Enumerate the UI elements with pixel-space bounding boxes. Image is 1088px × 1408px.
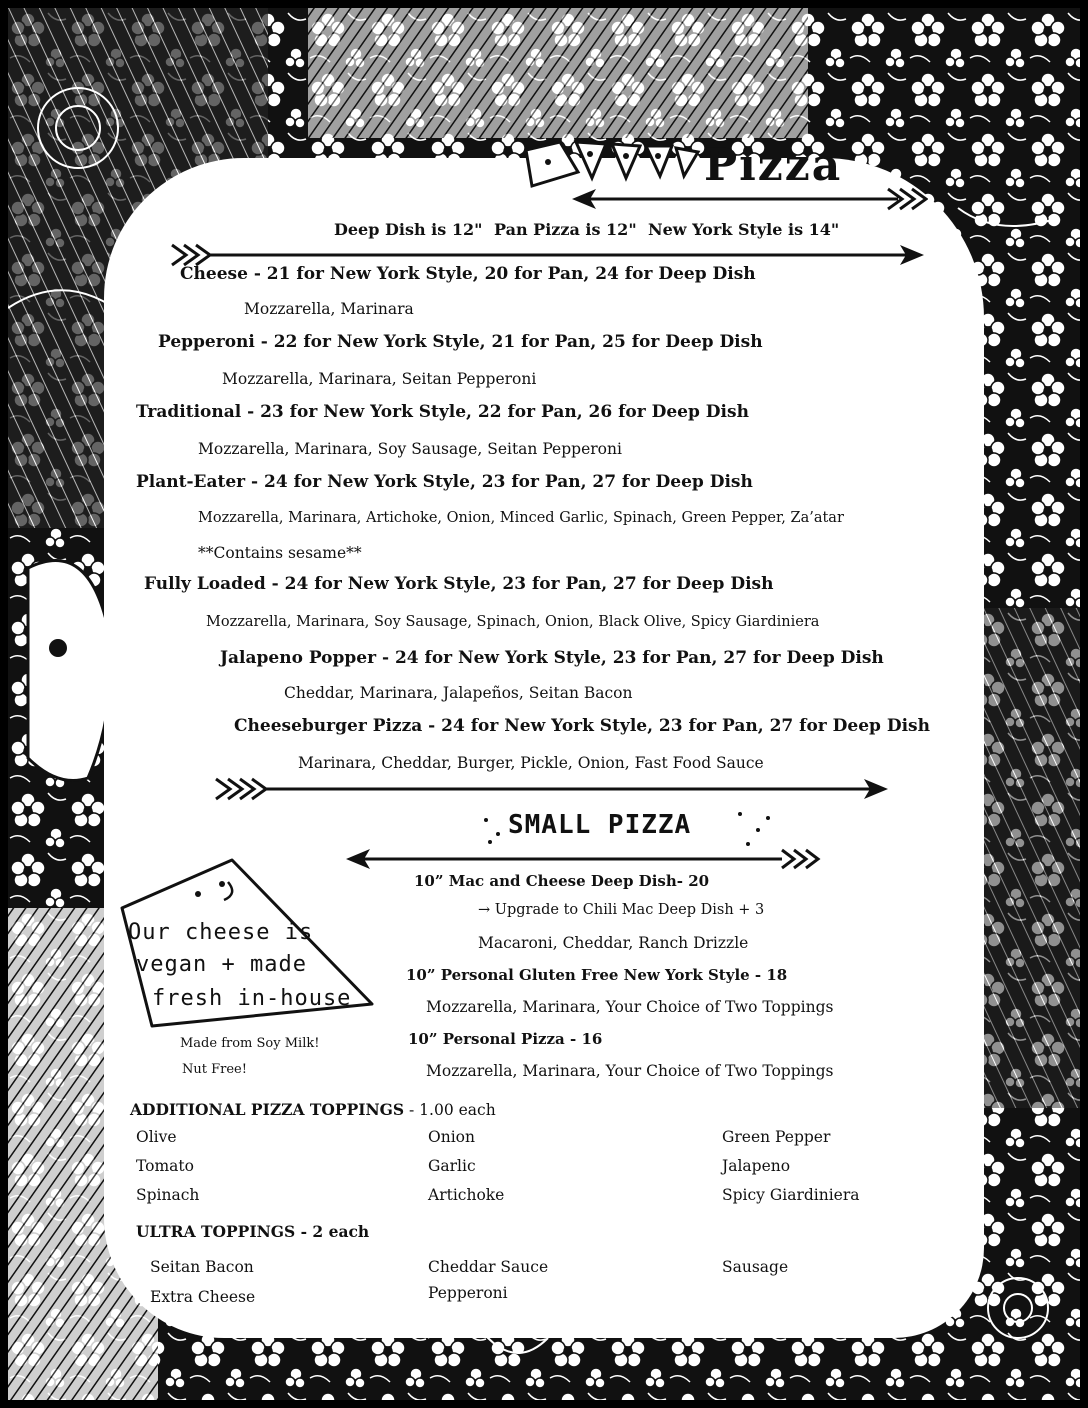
menu-item-traditional-desc: Mozzarella, Marinara, Soy Sausage, Seitan Pepperoni: [198, 440, 622, 458]
menu-item-pepperoni-title: Pepperoni - 22 for New York Style, 21 for Pan, 25 for Deep Dish: [158, 332, 763, 352]
menu-item-pepperoni-desc: Mozzarella, Marinara, Seitan Pepperoni: [222, 370, 537, 388]
menu-item-plant-eater-note: **Contains sesame**: [198, 544, 362, 562]
additional-toppings-heading-row: [130, 1100, 496, 1119]
size-pan: Pan Pizza is 12": [494, 220, 637, 239]
menu-item-cheese-desc: Mozzarella, Marinara: [244, 300, 414, 318]
topping-tomato: Tomato: [136, 1157, 194, 1175]
logo-title: Pizza: [704, 140, 843, 191]
small-item-personal-title: 10” Personal Pizza - 16: [408, 1030, 603, 1048]
ultra-sausage: Sausage: [722, 1258, 789, 1276]
small-item-mac-upgrade: → Upgrade to Chili Mac Deep Dish + 3: [478, 902, 765, 918]
cheese-wedge-icon: [112, 854, 402, 1044]
cheese-note-line-2: vegan + made: [136, 952, 307, 977]
size-new-york: New York Style is 14": [648, 220, 840, 239]
cheese-note-soy: Made from Soy Milk!: [180, 1036, 320, 1051]
topping-spicy-giardiniera: Spicy Giardiniera: [722, 1186, 860, 1204]
ultra-toppings-heading: ULTRA TOPPINGS: [136, 1222, 296, 1241]
ultra-toppings-heading-row: [136, 1222, 369, 1241]
cheese-note-line-3: fresh in-house: [152, 986, 352, 1011]
topping-artichoke: Artichoke: [428, 1186, 505, 1204]
arrow-right-icon-2: [212, 774, 892, 804]
small-item-personal-desc: Mozzarella, Marinara, Your Choice of Two Toppings: [426, 1062, 834, 1080]
topping-green-pepper: Green Pepper: [722, 1128, 831, 1146]
additional-toppings-heading: ADDITIONAL PIZZA TOPPINGS: [130, 1100, 405, 1119]
topping-jalapeno: Jalapeno: [722, 1157, 791, 1175]
ultra-toppings-price: - 2 each: [295, 1222, 370, 1241]
arrow-left-icon: [568, 184, 928, 214]
topping-onion: Onion: [428, 1128, 475, 1146]
ultra-pepperoni: Pepperoni: [428, 1284, 508, 1302]
menu-item-jalapeno-popper-title: Jalapeno Popper - 24 for New York Style, 23 for Pan, 27 for Deep Dish: [220, 648, 884, 668]
small-item-mac-title: 10” Mac and Cheese Deep Dish- 20: [414, 872, 710, 890]
menu-item-jalapeno-popper-desc: Cheddar, Marinara, Jalapeños, Seitan Bacon: [284, 684, 633, 702]
menu-item-fully-loaded-desc: Mozzarella, Marinara, Soy Sausage, Spinach, Onion, Black Olive, Spicy Giardiniera: [206, 614, 820, 630]
cheese-note-nut-free: Nut Free!: [182, 1062, 247, 1077]
menu-item-plant-eater-title: Plant-Eater - 24 for New York Style, 23 for Pan, 27 for Deep Dish: [136, 472, 753, 492]
small-item-gluten-free-title: 10” Personal Gluten Free New York Style - 18: [406, 966, 788, 984]
ultra-seitan-bacon: Seitan Bacon: [150, 1258, 254, 1276]
cheese-note-line-1: Our cheese is: [128, 920, 314, 945]
menu-item-plant-eater-desc: Mozzarella, Marinara, Artichoke, Onion, Minced Garlic, Spinach, Green Pepper, Za’atar: [198, 510, 844, 526]
menu-item-cheeseburger-desc: Marinara, Cheddar, Burger, Pickle, Onion, Fast Food Sauce: [298, 754, 764, 772]
small-item-gluten-free-desc: Mozzarella, Marinara, Your Choice of Two Toppings: [426, 998, 834, 1016]
small-pizza-heading: SMALL PIZZA: [508, 810, 692, 840]
ultra-extra-cheese: Extra Cheese: [150, 1288, 256, 1306]
menu-item-cheeseburger-title: Cheeseburger Pizza - 24 for New York Style, 23 for Pan, 27 for Deep Dish: [234, 716, 930, 736]
menu-item-traditional-title: Traditional - 23 for New York Style, 22 for Pan, 26 for Deep Dish: [136, 402, 749, 422]
ultra-cheddar-sauce: Cheddar Sauce: [428, 1258, 549, 1276]
menu-item-cheese-title: Cheese - 21 for New York Style, 20 for Pan, 24 for Deep Dish: [180, 264, 756, 284]
small-item-mac-desc: Macaroni, Cheddar, Ranch Drizzle: [478, 934, 749, 952]
additional-toppings-price: - 1.00 each: [404, 1101, 496, 1119]
arrow-left-icon-2: [342, 846, 832, 872]
size-deep-dish: Deep Dish is 12": [334, 220, 483, 239]
menu-item-fully-loaded-title: Fully Loaded - 24 for New York Style, 23 for Pan, 27 for Deep Dish: [144, 574, 774, 594]
topping-olive: Olive: [136, 1128, 177, 1146]
topping-garlic: Garlic: [428, 1157, 476, 1175]
menu-page: [8, 8, 1080, 1400]
topping-spinach: Spinach: [136, 1186, 200, 1204]
